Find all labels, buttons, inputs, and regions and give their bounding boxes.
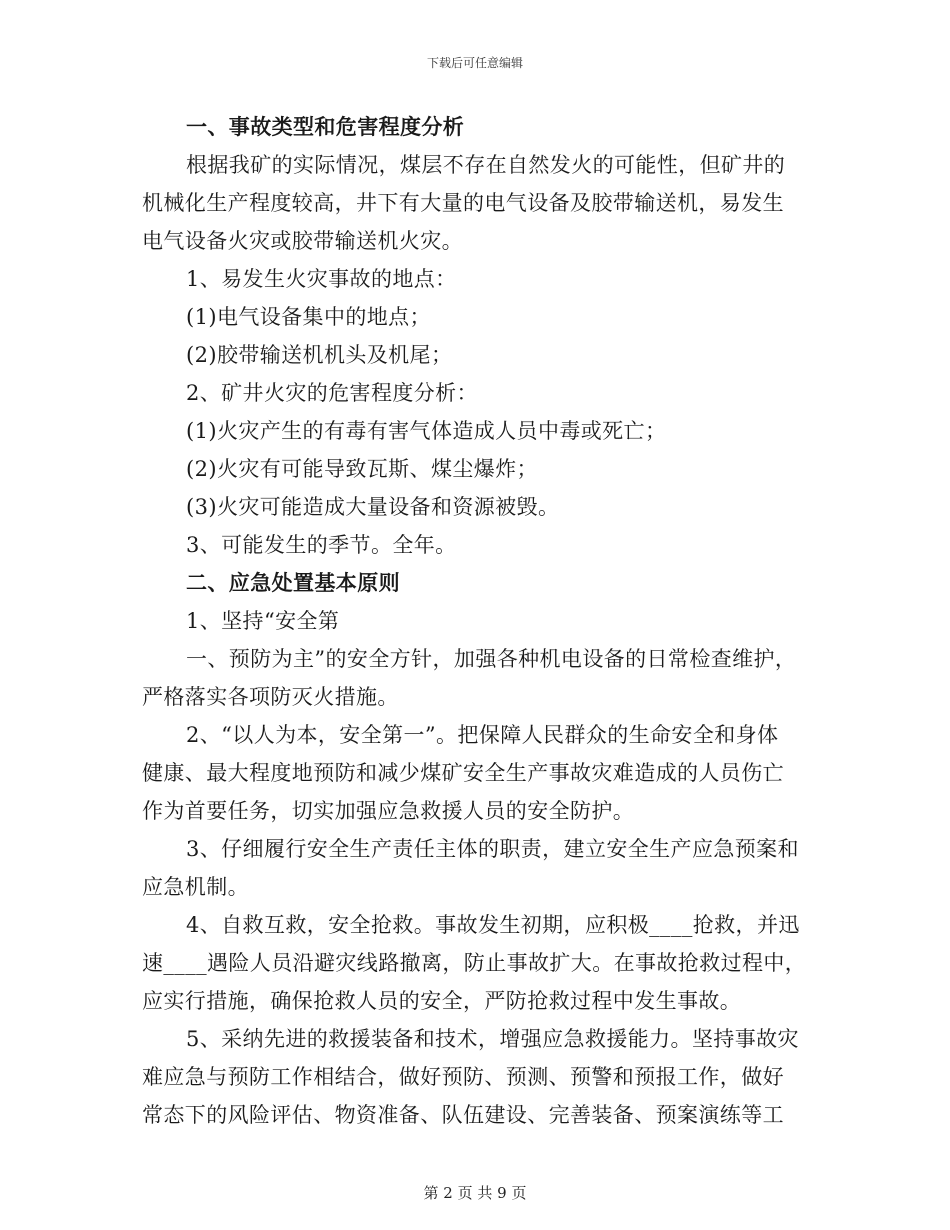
list-item: (2)火灾有可能导致瓦斯、煤尘爆炸； bbox=[186, 457, 538, 481]
paragraph-line: 5、采纳先进的救援装备和技术，增强应急救援能力。坚持事故灾 bbox=[186, 1027, 799, 1051]
section-heading-1: 一、事故类型和危害程度分析 bbox=[186, 114, 465, 139]
paragraph-line: 根据我矿的实际情况，煤层不存在自然发火的可能性，但矿井的 bbox=[186, 153, 786, 177]
paragraph-line: 应急机制。 bbox=[142, 875, 249, 899]
paragraph-line: 难应急与预防工作相结合，做好预防、预测、预警和预报工作，做好 bbox=[142, 1065, 784, 1089]
paragraph-line: 1、坚持“安全第 bbox=[186, 609, 340, 633]
header-note: 下载后可任意编辑 bbox=[426, 56, 523, 70]
paragraph-line: 电气设备火灾或胶带输送机火灾。 bbox=[142, 229, 463, 253]
paragraph-line: 机械化生产程度较高，井下有大量的电气设备及胶带输送机，易发生 bbox=[142, 191, 784, 215]
list-item: (3)火灾可能造成大量设备和资源被毁。 bbox=[186, 495, 560, 519]
paragraph-line: 2、“以人为本，安全第一”。把保障人民群众的生命安全和身体 bbox=[186, 723, 779, 747]
paragraph-line: 严格落实各项防灭火措施。 bbox=[142, 685, 399, 709]
document-body bbox=[142, 108, 810, 1134]
paragraph-line: 3、仔细履行安全生产责任主体的职责，建立安全生产应急预案和 bbox=[186, 837, 799, 861]
paragraph-line: 应实行措施，确保抢救人员的安全，严防抢救过程中发生事故。 bbox=[142, 989, 742, 1013]
list-item: 2、矿井火灾的危害程度分析： bbox=[186, 381, 478, 405]
paragraph-line: 一、预防为主”的安全方针，加强各种机电设备的日常检查维护， bbox=[186, 647, 797, 671]
list-item: (1)电气设备集中的地点； bbox=[186, 305, 431, 329]
paragraph-line: 常态下的风险评估、物资准备、队伍建设、完善装备、预案演练等工 bbox=[142, 1103, 784, 1127]
list-item: 3、可能发生的季节。全年。 bbox=[186, 533, 457, 557]
page-number: 第 2 页 共 9 页 bbox=[423, 1184, 527, 1202]
paragraph-line: 4、自救互救，安全抢救。事故发生初期，应积极____抢救，并迅 bbox=[186, 913, 800, 937]
paragraph-line: 速____遇险人员沿避灾线路撤离，防止事故扩大。在事故抢救过程中， bbox=[142, 951, 807, 975]
list-item: 1、易发生火灾事故的地点： bbox=[186, 267, 457, 291]
paragraph-line: 健康、最大程度地预防和减少煤矿安全生产事故灾难造成的人员伤亡 bbox=[142, 761, 784, 785]
list-item: (2)胶带输送机机头及机尾； bbox=[186, 343, 453, 367]
paragraph-line: 作为首要任务，切实加强应急救援人员的安全防护。 bbox=[142, 799, 635, 823]
list-item: (1)火灾产生的有毒有害气体造成人员中毒或死亡； bbox=[186, 419, 667, 443]
section-heading-2: 二、应急处置基本原则 bbox=[186, 570, 400, 595]
